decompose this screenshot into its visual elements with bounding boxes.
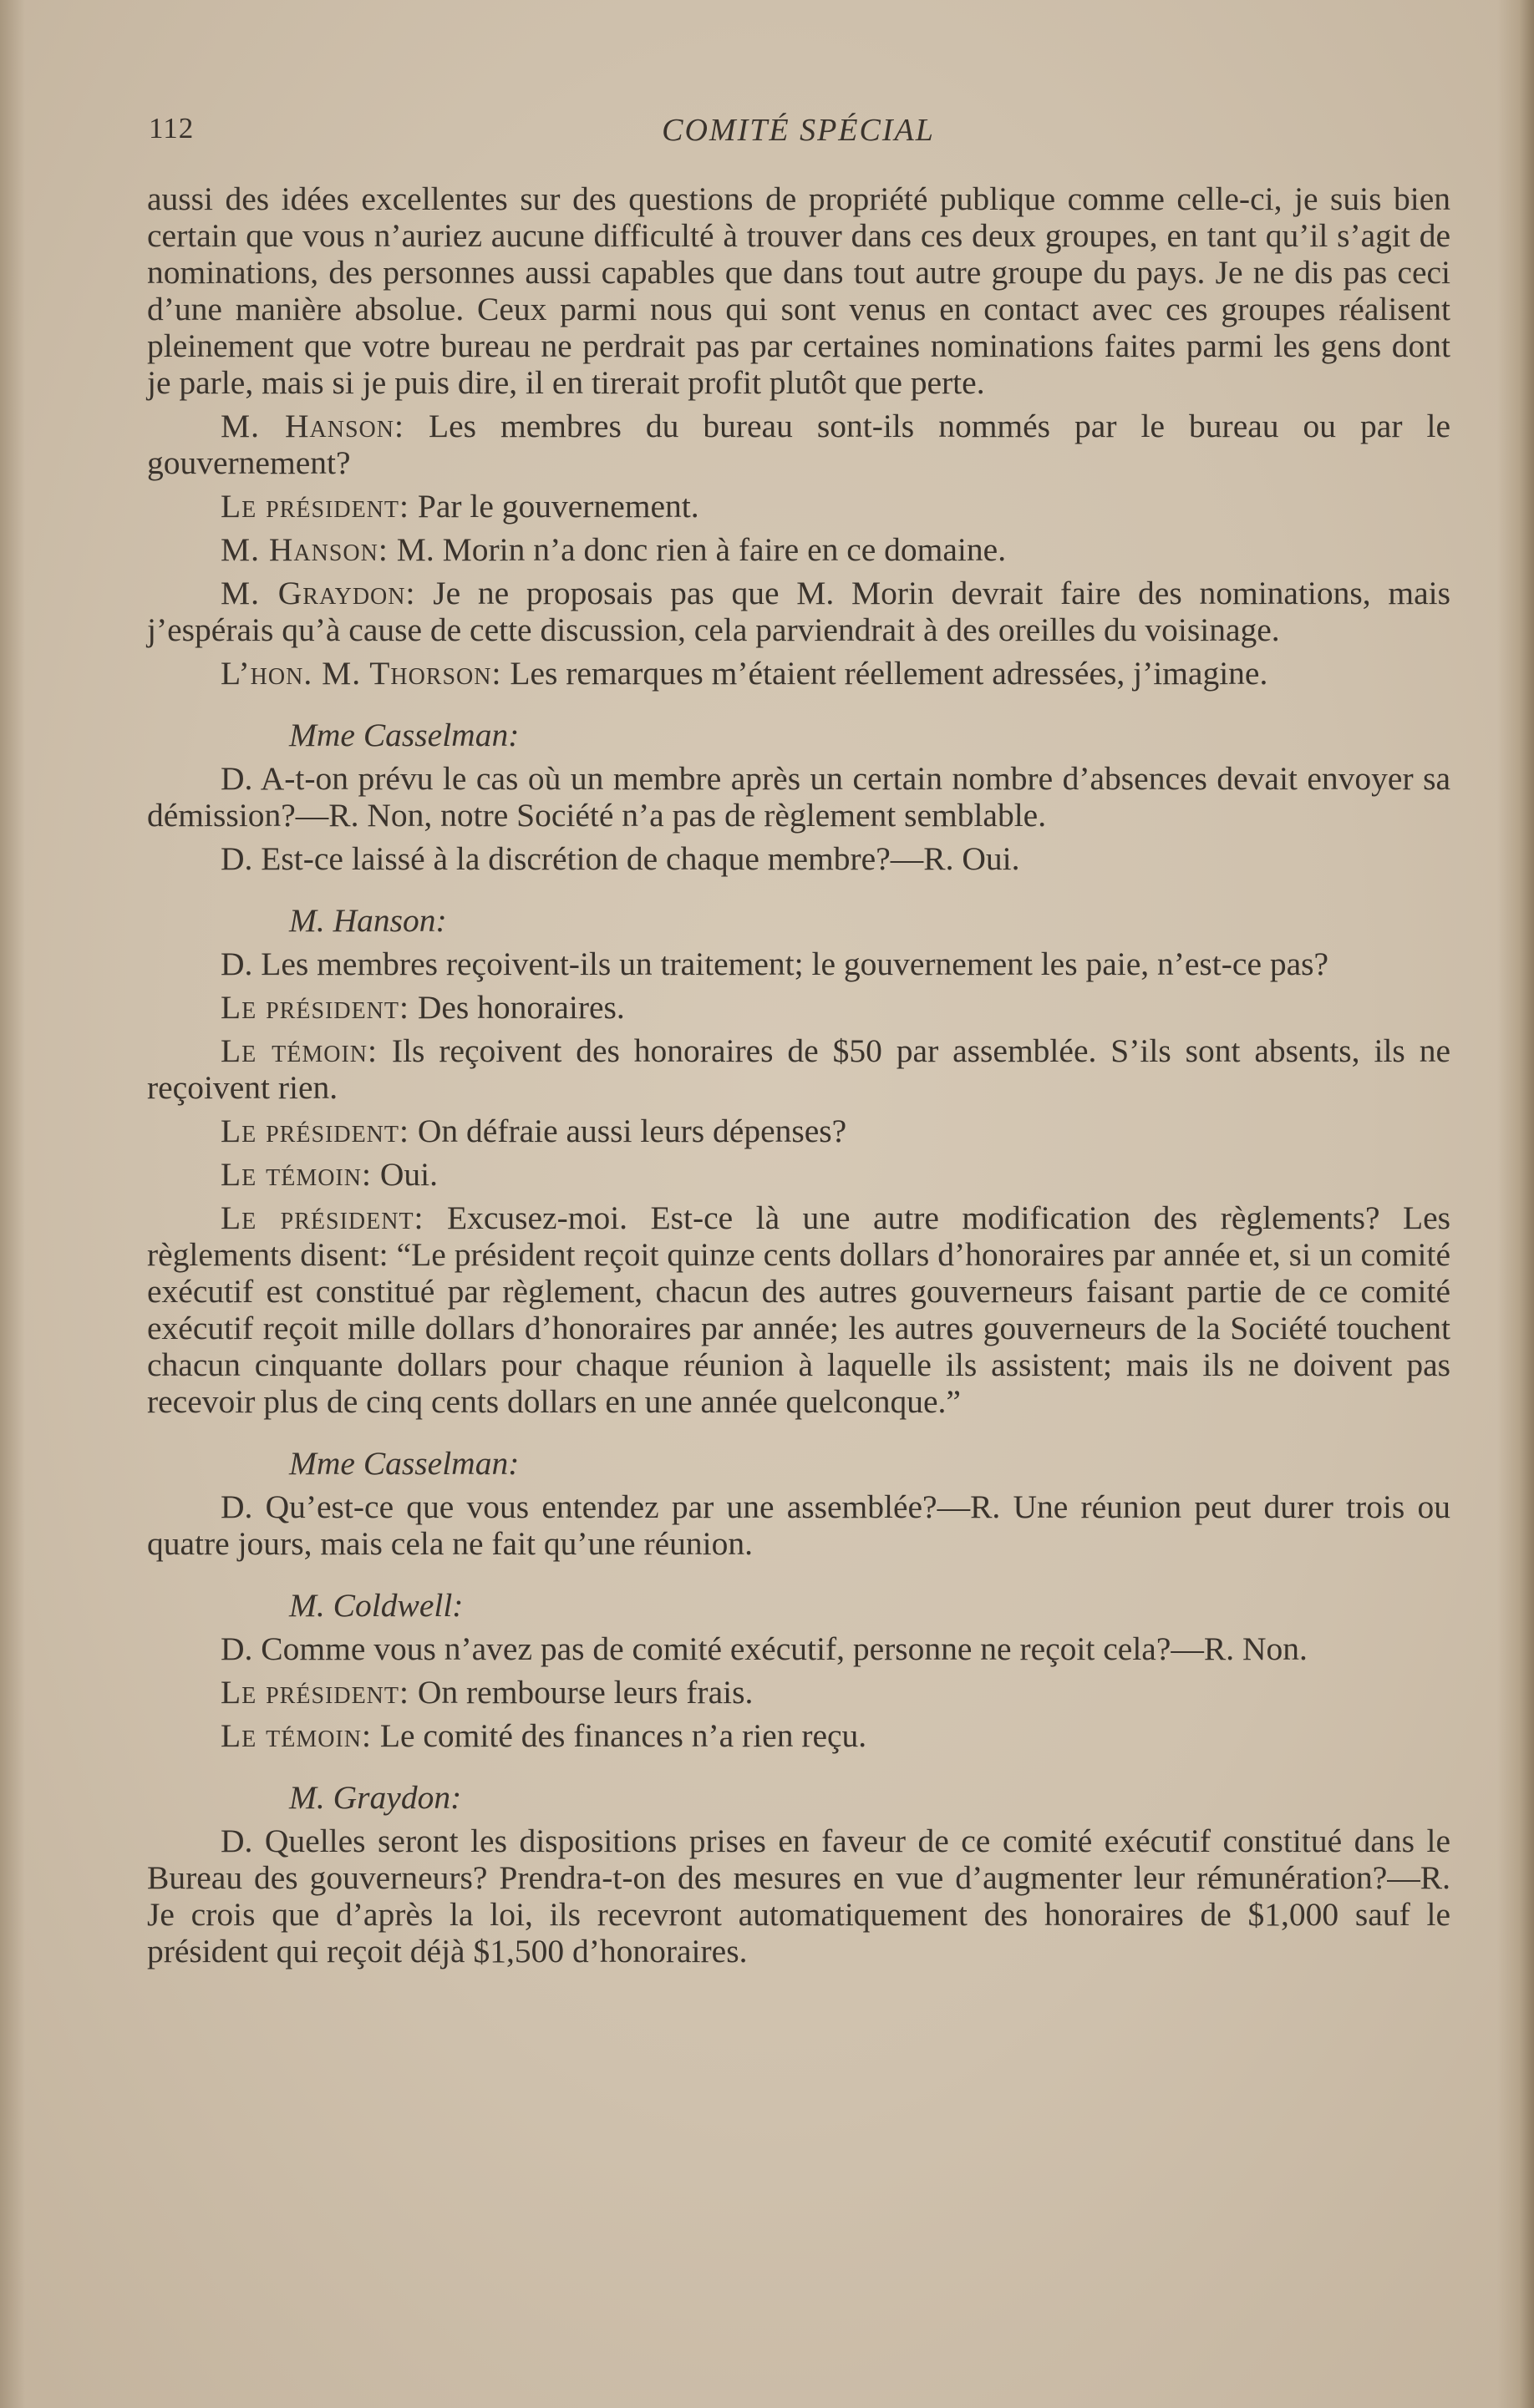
speaker-name: Le président: xyxy=(221,1113,409,1149)
speaker-name: Le témoin: xyxy=(221,1717,372,1754)
examiner-heading: Mme Casselman: xyxy=(289,1445,520,1482)
speech-text: Excusez-moi. Est-ce là une autre modification des règlements? Les règlements disent: “Le président reçoit quinze cents dollars d’honoraires par année et, si un comité exécutif est constitué par règlement, chacun des autres gouverneurs faisant partie de ce comité exécutif reçoit mille dollars d’honoraires par année; les autres gouverneurs de la Société touchent chacun cinquante dollars pour chaque réunion à laquelle ils assistent; mais ils ne doivent pas recevoir plus de cinq cents dollars en une année quelconque.” xyxy=(147,1199,1450,1420)
speaker-name: M. Hanson: xyxy=(221,531,389,568)
speech-paragraph xyxy=(147,1032,1450,1106)
speech-paragraph xyxy=(147,1156,1450,1193)
page-number: 112 xyxy=(149,112,195,144)
examiner-heading: M. Hanson: xyxy=(289,902,447,939)
speech-paragraph xyxy=(147,655,1450,692)
speaker-name: Le président: xyxy=(221,488,409,525)
speech-paragraph xyxy=(147,1717,1450,1754)
speech-text: Oui. xyxy=(379,1156,438,1193)
speaker-name: L’hon. M. Thorson: xyxy=(221,655,502,692)
speech-paragraph xyxy=(147,575,1450,648)
speech-paragraph xyxy=(147,408,1450,481)
speaker-name: Le président: xyxy=(221,989,409,1026)
speech-text: On rembourse leurs frais. xyxy=(417,1674,754,1711)
speaker-name: Le témoin: xyxy=(221,1156,372,1193)
speech-text: On défraie aussi leurs dépenses? xyxy=(417,1113,847,1149)
speech-paragraph xyxy=(147,989,1450,1026)
speech-paragraph xyxy=(147,531,1450,568)
examiner-heading: Mme Casselman: xyxy=(289,717,520,753)
speaker-name: M. Hanson: xyxy=(221,408,404,444)
speech-paragraph xyxy=(147,1199,1450,1420)
question-answer: D. Comme vous n’avez pas de comité exécutif, personne ne reçoit cela?—R. Non. xyxy=(221,1630,1308,1667)
speaker-name: Le président: xyxy=(221,1199,424,1236)
speaker-name: Le président: xyxy=(221,1674,409,1711)
examiner-heading: M. Graydon: xyxy=(289,1779,462,1816)
question-answer: D. A-t-on prévu le cas où un membre après un certain nombre d’absences devait envoyer sa démission?—R. Non, notre Société n’a pas de règlement semblable. xyxy=(147,760,1450,834)
speech-paragraph xyxy=(147,488,1450,525)
speech-text: Les membres du bureau sont-ils nommés par le bureau ou par le gouvernement? xyxy=(147,408,1450,481)
speaker-name: M. Graydon: xyxy=(221,575,416,611)
examiner-heading: M. Coldwell: xyxy=(289,1587,464,1624)
page-left-edge xyxy=(0,0,25,2408)
running-title: COMITÉ SPÉCIAL xyxy=(662,113,935,148)
speech-text: Je ne proposais pas que M. Morin devrait faire des nominations, mais j’espérais qu’à cause de cette discussion, cela parviendrait à des oreilles du voisinage. xyxy=(147,575,1451,648)
page-header xyxy=(149,112,1448,154)
speech-paragraph xyxy=(147,1674,1450,1711)
speech-text: Des honoraires. xyxy=(417,989,625,1026)
speech-text: Les remarques m’étaient réellement adressées, j’imagine. xyxy=(510,655,1268,692)
page-right-edge xyxy=(1497,0,1534,2408)
question-answer: D. Est-ce laissé à la discrétion de chaque membre?—R. Oui. xyxy=(221,840,1020,877)
continued-paragraph xyxy=(147,180,1450,401)
question-answer: D. Quelles seront les dispositions prises en faveur de ce comité exécutif constitué dans le Bureau des gouverneurs? Prendra-t-on des mesures en vue d’augmenter leur rémunération?—R. Je crois que d’après la loi, ils recevront automatiquement des honoraires de $1,000 sauf le président qui reçoit déjà $1,500 d’honoraires. xyxy=(147,1822,1450,1969)
speech-text: Le comité des finances n’a rien reçu. xyxy=(379,1717,867,1754)
question-answer: D. Les membres reçoivent-ils un traitement; le gouvernement les paie, n’est-ce pas? xyxy=(221,945,1329,982)
speaker-name: Le témoin: xyxy=(221,1032,378,1069)
speech-paragraph xyxy=(147,1113,1450,1149)
paragraph-text: aussi des idées excellentes sur des questions de propriété publique comme celle-ci, je suis bien certain que vous n’auriez aucune difficulté à trouver dans ces deux groupes, en tant qu’il s’agit de nominations, des personnes aussi capables que dans tout autre groupe du pays. Je ne dis pas ceci d’une manière absolue. Ceux parmi nous qui sont venus en contact avec ces groupes réalisent pleinement que votre bureau ne perdrait pas par certaines nominations faites parmi les gens dont je parle, mais si je puis dire, il en tirerait profit plutôt que perte. xyxy=(147,180,1450,401)
speech-text: M. Morin n’a donc rien à faire en ce domaine. xyxy=(396,531,1007,568)
speech-text: Par le gouvernement. xyxy=(417,488,699,525)
body-text xyxy=(147,180,1450,1976)
question-answer: D. Qu’est-ce que vous entendez par une assemblée?—R. Une réunion peut durer trois ou quatre jours, mais cela ne fait qu’une réunion. xyxy=(147,1488,1450,1562)
speech-text: Ils reçoivent des honoraires de $50 par assemblée. S’ils sont absents, ils ne reçoivent rien. xyxy=(147,1032,1451,1106)
